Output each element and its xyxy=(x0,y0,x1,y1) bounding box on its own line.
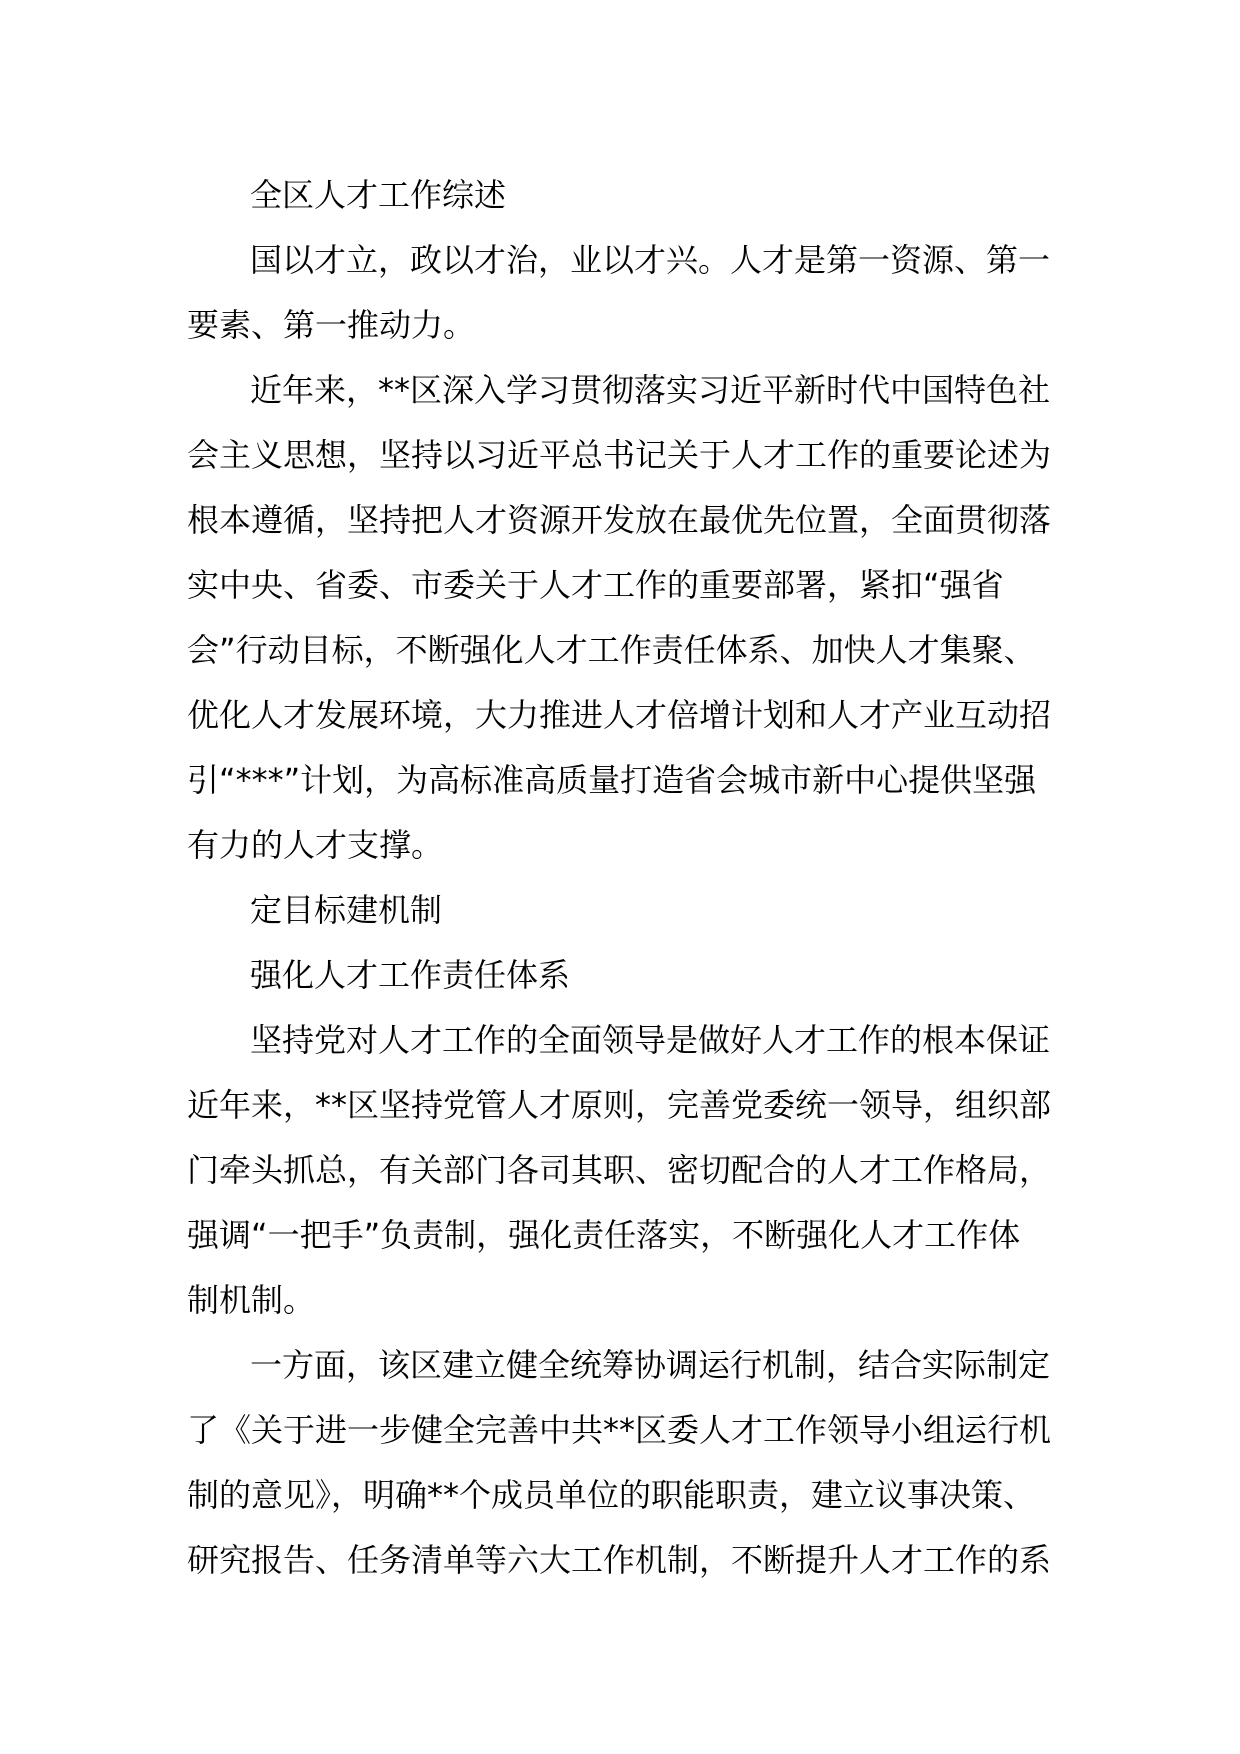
section-heading: 定目标建机制 xyxy=(250,891,443,929)
text-line: 会”行动目标，不断强化人才工作责任体系、加快人才集聚、 xyxy=(187,631,1036,669)
text-line: 根本遵循，坚持把人才资源开发放在最优先位置，全面贯彻落 xyxy=(187,501,1052,539)
text-line: 制的意见》，明确**个成员单位的职能职责，建立议事决策、 xyxy=(187,1476,1036,1514)
text-line: 会主义思想，坚持以习近平总书记关于人才工作的重要论述为 xyxy=(187,436,1052,474)
text-line: 近年来，**区深入学习贯彻落实习近平新时代中国特色社 xyxy=(250,371,1051,409)
text-line: 研究报告、任务清单等六大工作机制，不断提升人才工作的系 xyxy=(187,1541,1052,1579)
text-line: 引“***”计划，为高标准高质量打造省会城市新中心提供坚强 xyxy=(187,761,1037,799)
section-subheading: 强化人才工作责任体系 xyxy=(250,956,571,994)
text-line: 一方面，该区建立健全统筹协调运行机制，结合实际制定 xyxy=(250,1346,1051,1384)
text-line: 有力的人才支撑。 xyxy=(187,826,444,864)
text-line: 要素、第一推动力。 xyxy=(187,306,476,344)
text-line: 了《关于进一步健全完善中共**区委人才工作领导小组运行机 xyxy=(187,1411,1052,1449)
text-line: 实中央、省委、市委关于人才工作的重要部署，紧扣“强省 xyxy=(187,566,1004,604)
document-title: 全区人才工作综述 xyxy=(250,176,507,214)
text-line: 坚持党对人才工作的全面领导是做好人才工作的根本保证 xyxy=(250,1021,1051,1059)
text-line: 优化人才发展环境，大力推进人才倍增计划和人才产业互动招 xyxy=(187,696,1052,734)
text-line: 国以才立，政以才治，业以才兴。人才是第一资源、第一 xyxy=(250,241,1051,279)
text-line: 制机制。 xyxy=(187,1281,316,1319)
text-line: 近年来，**区坚持党管人才原则，完善党委统一领导，组织部 xyxy=(187,1086,1052,1124)
text-line: 强调“一把手”负责制，强化责任落实，不断强化人才工作体 xyxy=(187,1216,1021,1254)
text-line: 门牵头抓总，有关部门各司其职、密切配合的人才工作格局， xyxy=(187,1151,1052,1189)
